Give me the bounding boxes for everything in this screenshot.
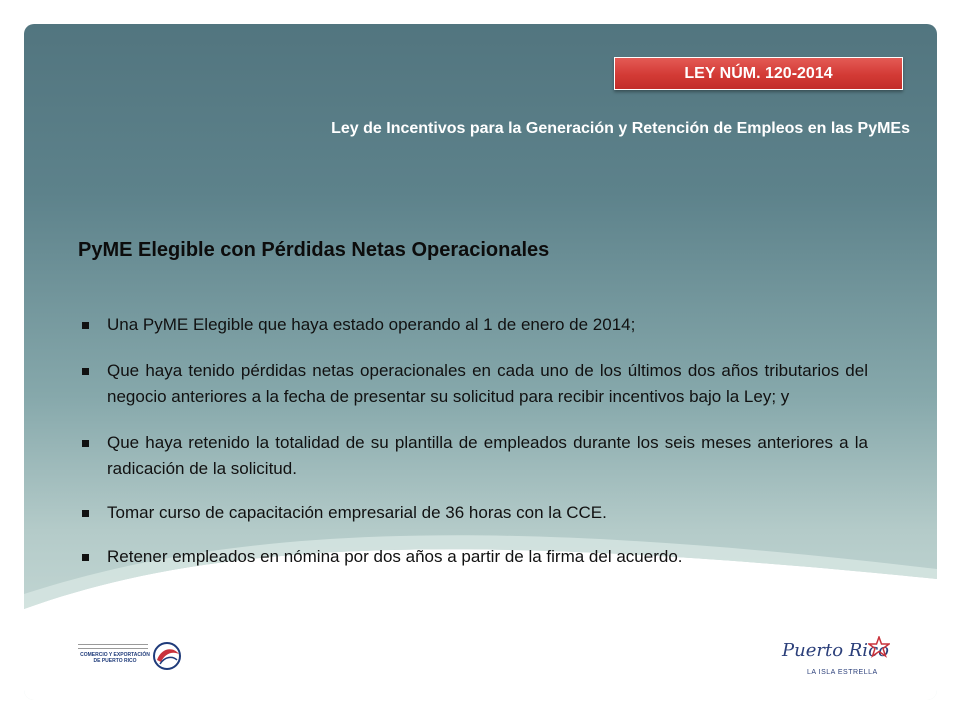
- puerto-rico-script: Puerto Rico: [782, 640, 889, 661]
- cce-seal-icon: [151, 640, 183, 672]
- bullet-square-icon: [82, 510, 89, 517]
- list-item: Que haya tenido pérdidas netas operacionales en cada uno de los últimos dos años tributarios del negocio anteriores a la fecha de presentar su solicitud para recibir incentivos bajo la Ley; y: [78, 358, 868, 410]
- star-icon: [868, 636, 890, 658]
- list-item: Retener empleados en nómina por dos años a partir de la firma del acuerdo.: [78, 544, 868, 570]
- slide-subtitle: Ley de Incentivos para la Generación y Retención de Empleos en las PyMEs: [331, 120, 910, 137]
- bullet-square-icon: [82, 554, 89, 561]
- cce-logo-text: COMERCIO Y EXPORTACIÓN DE PUERTO RICO: [80, 652, 150, 664]
- bullet-square-icon: [82, 322, 89, 329]
- list-item: Que haya retenido la totalidad de su plantilla de empleados durante los seis meses anteriores a la radicación de la solicitud.: [78, 430, 868, 482]
- law-number-badge: LEY NÚM. 120-2014: [614, 57, 903, 90]
- cce-logo: [78, 640, 186, 676]
- slide: [24, 24, 937, 700]
- slide-heading: PyME Elegible con Pérdidas Netas Operacionales: [78, 239, 550, 261]
- list-item: Tomar curso de capacitación empresarial de 36 horas con la CCE.: [78, 500, 868, 526]
- list-item: Una PyME Elegible que haya estado operando al 1 de enero de 2014;: [78, 312, 868, 338]
- puerto-rico-tagline: LA ISLA ESTRELLA: [807, 669, 878, 676]
- bullet-square-icon: [82, 368, 89, 375]
- bullet-square-icon: [82, 440, 89, 447]
- puerto-rico-logo: [782, 636, 892, 688]
- requirements-list: [78, 312, 868, 590]
